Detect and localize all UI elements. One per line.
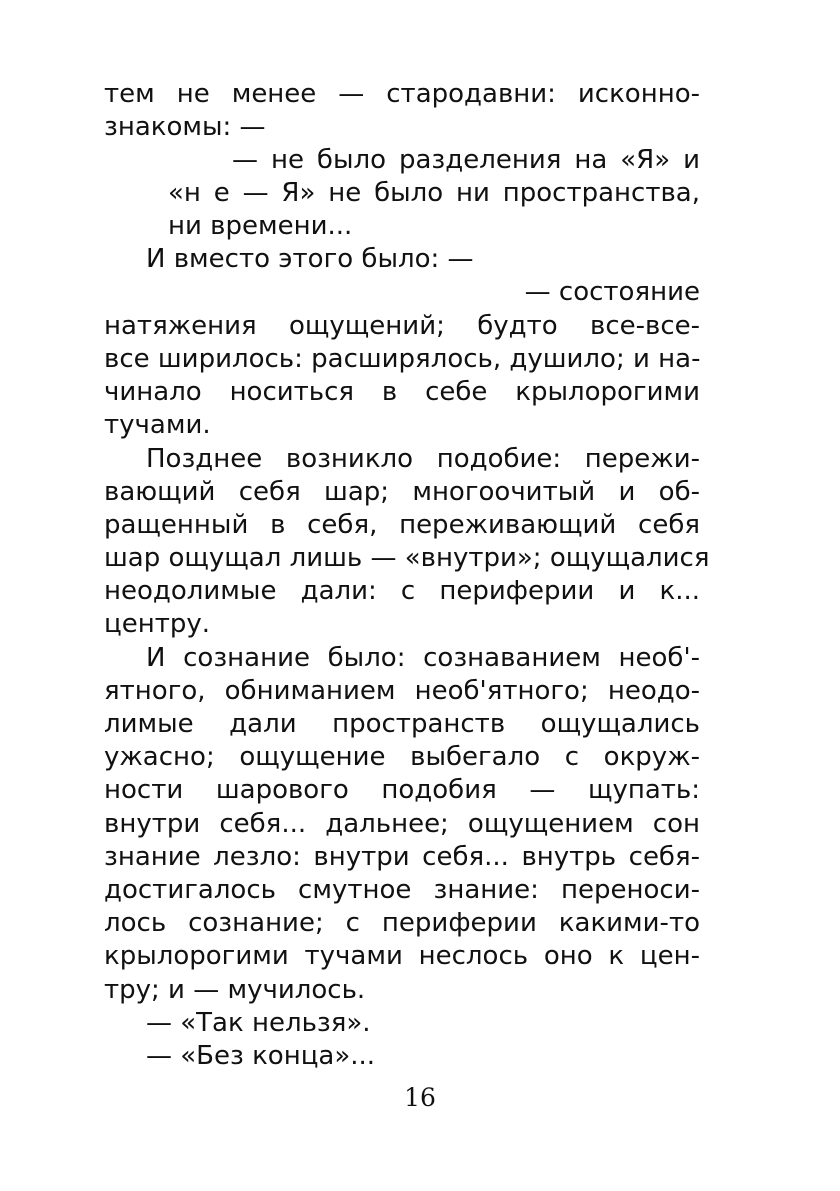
text-line: — состояние <box>524 277 700 307</box>
text-line: чинало носиться в себе крылорогими <box>104 377 700 407</box>
page-number: 16 <box>404 1083 436 1112</box>
text-line: натяжения ощущений; будто все-все- <box>104 311 700 341</box>
text-line: И вместо этого было: — <box>146 244 474 274</box>
text-line: — «Без конца»... <box>146 1041 376 1071</box>
text-line: ятного, обниманием необ'ятного; неодо- <box>104 676 700 706</box>
text-line: знакомы: — <box>104 112 266 142</box>
text-line: неодолимые дали: с периферии и к... <box>104 576 700 606</box>
text-line: — «Так нельзя». <box>146 1008 371 1038</box>
text-line: ности шарового подобия — щупать: <box>104 775 700 805</box>
text-line: шар ощущал лишь — «внутри»; ощущалися <box>104 543 710 573</box>
text-line: тру; и — мучилось. <box>104 975 366 1005</box>
text-line: все ширилось: расширялось, душило; и на- <box>104 344 701 374</box>
text-line: внутри себя... дальнее; ощущением сон <box>104 809 700 839</box>
text-line: лось сознание; с периферии какими-то <box>104 908 700 938</box>
text-line: «н е — Я» не было ни пространства, <box>168 178 700 208</box>
text-line: вающий себя шар; многоочитый и об- <box>104 477 700 507</box>
text-line: И сознание было: сознаванием необ'- <box>146 643 700 673</box>
text-line: ужасно; ощущение выбегало с окруж- <box>104 742 700 772</box>
text-line: тучами. <box>104 410 211 440</box>
text-line: лимые дали пространств ощущались <box>104 709 700 739</box>
text-line: ращенный в себя, переживающий себя <box>104 510 700 540</box>
text-line: Позднее возникло подобие: пережи- <box>146 444 700 474</box>
text-line: тем не менее — стародавни: исконно- <box>104 79 700 109</box>
text-line: центру. <box>104 609 210 639</box>
text-line: крылорогими тучами неслось оно к цен- <box>104 941 700 971</box>
text-line: знание лезло: внутри себя... внутрь себя- <box>104 842 700 872</box>
text-line: достигалось смутное знание: переноси- <box>104 875 700 905</box>
text-line: — не было разделения на «Я» и <box>232 145 700 175</box>
text-line: ни времени... <box>168 211 353 241</box>
